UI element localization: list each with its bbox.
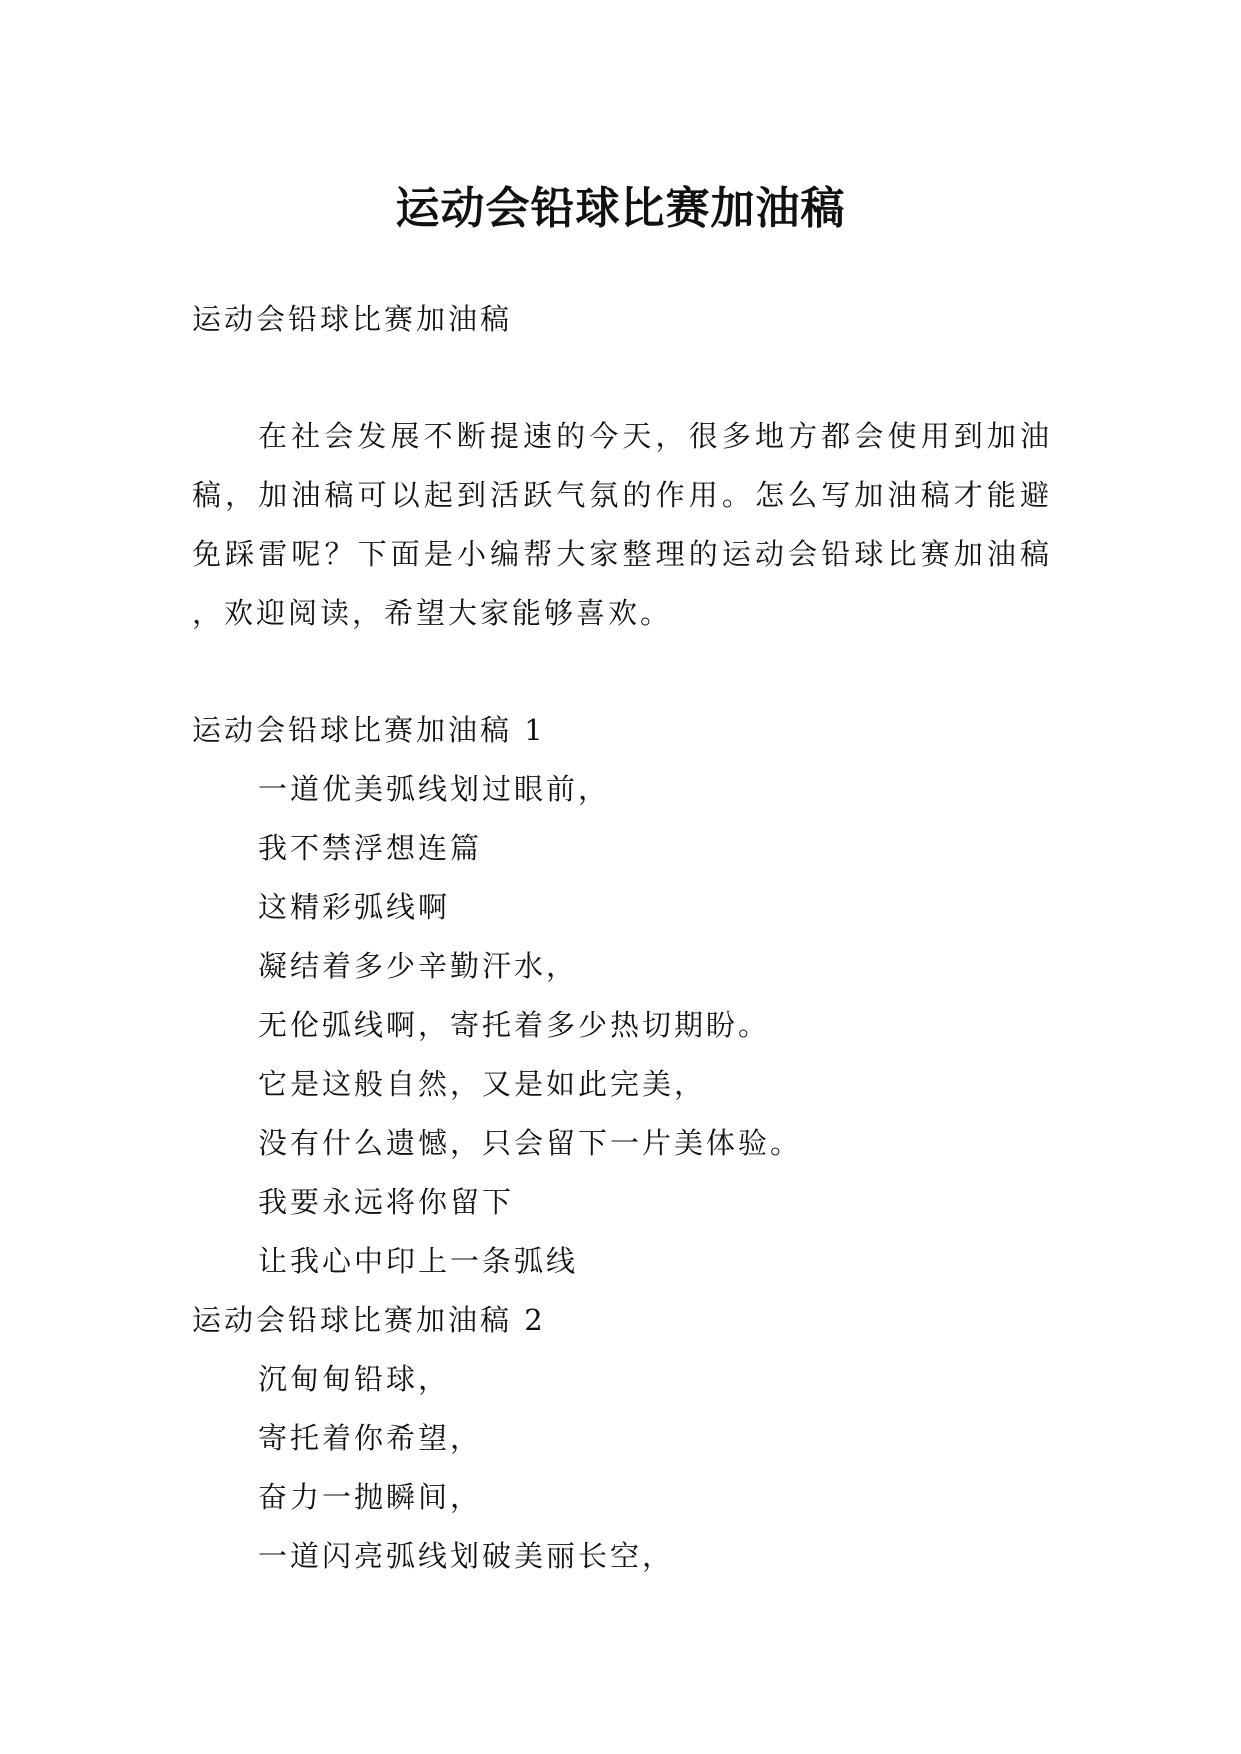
document-subtitle: 运动会铅球比赛加油稿 (192, 302, 513, 336)
poem-line: 没有什么遗憾，只会留下一片美体验。 (258, 1126, 803, 1160)
section-heading: 运动会铅球比赛加油稿 2 (192, 1303, 546, 1337)
poem-lines (192, 1350, 1052, 1586)
document-body (192, 290, 1052, 1586)
section-2 (192, 1291, 1052, 1586)
poem-line: 我要永远将你留下 (258, 1185, 515, 1219)
poem-lines (192, 760, 1052, 1291)
poem-line: 一道闪亮弧线划破美丽长空， (258, 1539, 675, 1573)
poem-line: 无伦弧线啊，寄托着多少热切期盼。 (258, 1008, 771, 1042)
poem-line: 奋力一抛瞬间， (258, 1480, 483, 1514)
section-1 (192, 701, 1052, 1291)
poem-line: 我不禁浮想连篇 (258, 831, 483, 865)
poem-line: 这精彩弧线啊 (258, 890, 451, 924)
poem-line: 一道优美弧线划过眼前， (258, 772, 611, 806)
poem-line: 让我心中印上一条弧线 (258, 1244, 579, 1278)
poem-line: 沉甸甸铅球， (258, 1362, 451, 1396)
poem-line: 寄托着你希望， (258, 1421, 483, 1455)
section-heading: 运动会铅球比赛加油稿 1 (192, 713, 546, 747)
poem-line: 凝结着多少辛勤汗水， (258, 949, 579, 983)
intro-paragraph: 在社会发展不断提速的今天，很多地方都会使用到加油稿，加油稿可以起到活跃气氛的作用。怎么写加油稿才能避免踩雷呢？下面是小编帮大家整理的运动会铅球比赛加油稿 ，欢迎阅读，希望大家能够喜欢。 (192, 419, 1052, 630)
poem-line: 它是这般自然，又是如此完美， (258, 1067, 707, 1101)
document-title: 运动会铅球比赛加油稿 (395, 183, 846, 235)
